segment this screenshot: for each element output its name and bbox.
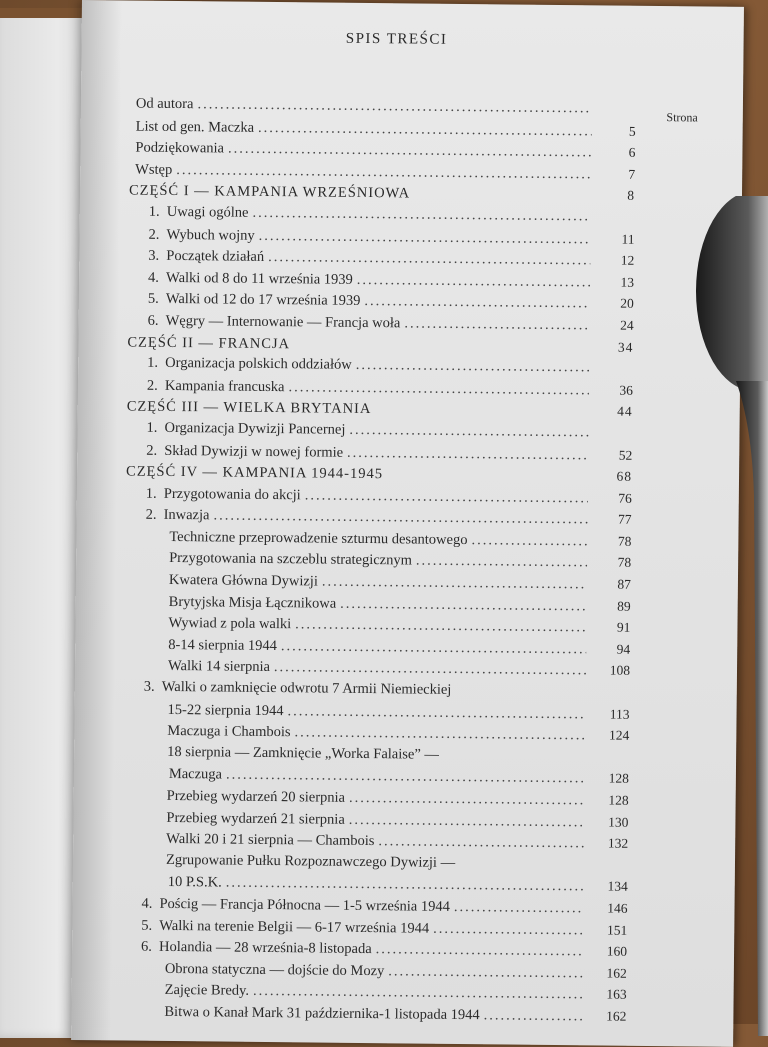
toc-page-number: 94 bbox=[590, 638, 630, 660]
toc-entry-number: 4. bbox=[141, 894, 159, 916]
toc-page-number: 78 bbox=[591, 530, 631, 552]
toc-entry-label: Walki 14 sierpnia bbox=[168, 656, 270, 679]
toc-entry-label: List od gen. Maczka bbox=[136, 116, 255, 139]
dot-leader bbox=[484, 1005, 583, 1028]
toc-entry-label: 18 sierpnia — Zamknięcie „Worka Falaise” — bbox=[167, 742, 439, 766]
dot-leader bbox=[340, 593, 587, 617]
toc-entry-label: Zgrupowanie Pułku Rozpoznawczego Dywizji — bbox=[166, 850, 455, 875]
dot-leader bbox=[349, 420, 588, 444]
toc-entry-label: Maczuga bbox=[169, 764, 222, 786]
dot-leader bbox=[404, 313, 589, 337]
dot-leader bbox=[356, 355, 590, 379]
toc-page-number: 89 bbox=[591, 595, 631, 617]
dot-leader bbox=[364, 291, 590, 315]
dot-leader bbox=[454, 897, 584, 920]
page-column-label: Strona bbox=[666, 110, 697, 125]
toc-page-number: 44 bbox=[593, 401, 633, 423]
toc-page-number: 146 bbox=[587, 897, 627, 919]
toc-page-number: 130 bbox=[588, 811, 628, 833]
toc-page-number: 34 bbox=[593, 336, 633, 358]
dot-leader bbox=[252, 203, 590, 228]
toc-page-number: 108 bbox=[590, 660, 630, 682]
toc-entry-label: Przygotowania na szczeblu strategicznym bbox=[169, 548, 412, 572]
toc-page-number: 52 bbox=[592, 444, 632, 466]
dot-leader bbox=[305, 485, 588, 510]
dot-leader bbox=[388, 961, 583, 985]
dot-leader bbox=[288, 377, 589, 402]
toc-entry-label: Węgry — Internowanie — Francja woła bbox=[166, 311, 401, 335]
toc-page-number: 6 bbox=[595, 142, 635, 164]
toc-entry-label: Organizacja Dywizji Pancernej bbox=[164, 418, 345, 441]
toc-entry-label: Przebieg wydarzeń 20 sierpnia bbox=[167, 786, 346, 809]
toc-entry-number: 2. bbox=[148, 224, 166, 246]
toc-page-number: 160 bbox=[587, 940, 627, 962]
toc-entry-label: Maczuga i Chambois bbox=[167, 721, 290, 744]
toc-entry-label: 10 P.S.K. bbox=[168, 872, 222, 894]
toc-page-number: 12 bbox=[594, 250, 634, 272]
dot-leader bbox=[349, 788, 585, 812]
toc-entry-label: Początek działań bbox=[166, 246, 264, 269]
dot-leader bbox=[471, 530, 587, 553]
toc-entry-label: Walki o zamknięcie odwrotu 7 Armii Niemieckiej bbox=[162, 677, 452, 702]
toc-entry-number: 2. bbox=[147, 375, 165, 397]
dot-leader bbox=[281, 636, 586, 661]
toc-page-number: 124 bbox=[589, 725, 629, 747]
toc-page-number: 5 bbox=[596, 120, 636, 142]
toc-page-number: 162 bbox=[586, 1005, 626, 1027]
toc-entry-number: 1. bbox=[146, 483, 164, 505]
dot-leader bbox=[357, 270, 590, 294]
toc-entry-label: CZĘŚĆ II — FRANCJA bbox=[127, 332, 290, 355]
dot-leader bbox=[287, 701, 585, 726]
toc-entry-number: 1. bbox=[147, 353, 165, 375]
dot-leader bbox=[347, 442, 588, 466]
toc-entry-label: Kwatera Główna Dywizji bbox=[169, 570, 318, 593]
dot-leader bbox=[416, 551, 587, 574]
dot-leader bbox=[322, 572, 587, 596]
toc-page-number: 13 bbox=[594, 271, 634, 293]
toc-entry-label: Brytyjska Misja Łącznikowa bbox=[169, 592, 337, 615]
toc-entry-label: Holandia — 28 września-8 listopada bbox=[159, 937, 372, 961]
book-page bbox=[71, 0, 744, 1047]
toc-entry-number: 1. bbox=[146, 418, 164, 440]
toc-entry-label: Przebieg wydarzeń 21 sierpnia bbox=[166, 808, 345, 831]
toc-page-number: 68 bbox=[592, 465, 632, 487]
toc-entry-label: Obrona statyczna — dojście do Mozy bbox=[165, 959, 385, 983]
toc-title: SPIS TREŚCI bbox=[157, 29, 637, 51]
toc-page-number: 24 bbox=[594, 314, 634, 336]
toc-entry-label: Wstęp bbox=[135, 159, 172, 181]
toc-entry-number: 2. bbox=[146, 440, 164, 462]
toc-page-number: 134 bbox=[588, 876, 628, 898]
toc-page-number: 20 bbox=[594, 293, 634, 315]
toc-page-number: 91 bbox=[590, 617, 630, 639]
toc-entry-label: Kampania francuska bbox=[165, 376, 285, 399]
toc-entry-label: Bitwa o Kanał Mark 31 października-1 listopada 1944 bbox=[164, 1002, 480, 1027]
toc-entry-label: Przygotowania do akcji bbox=[164, 484, 301, 507]
toc-entry-label: Organizacja polskich oddziałów bbox=[165, 353, 352, 377]
toc-page-number: 128 bbox=[589, 768, 629, 790]
dot-leader bbox=[376, 939, 584, 963]
toc-entry-label: Uwagi ogólne bbox=[167, 202, 249, 224]
toc-page-number: 87 bbox=[591, 573, 631, 595]
dot-leader bbox=[459, 867, 584, 868]
toc-entry-label: Inwazja bbox=[163, 505, 209, 527]
toc-entry-label: Od autora bbox=[136, 94, 194, 116]
toc-entry-label: Pościg — Francja Północna — 1-5 września 1944 bbox=[159, 894, 450, 919]
toc-entry-label: Zajęcie Bredy. bbox=[165, 980, 250, 1002]
toc-page-number: 76 bbox=[592, 487, 632, 509]
toc-entry-number: 1. bbox=[149, 202, 167, 224]
dot-leader bbox=[295, 615, 586, 640]
toc-page-number: 162 bbox=[587, 962, 627, 984]
toc-entry-label: 8-14 sierpnia 1944 bbox=[168, 635, 277, 658]
toc-entry-label: Wywiad z pola walki bbox=[168, 613, 291, 636]
spoon-icon bbox=[696, 196, 768, 1036]
toc-entry-number: 6. bbox=[148, 311, 166, 333]
toc-page-number: 113 bbox=[589, 703, 629, 725]
toc-page-number: 11 bbox=[594, 228, 634, 250]
toc-entry-label: CZĘŚĆ I — KAMPANIA WRZEŚNIOWA bbox=[129, 181, 410, 206]
toc-page-number: 77 bbox=[591, 509, 631, 531]
toc-page-number: 36 bbox=[593, 379, 633, 401]
toc-entry-number: 4. bbox=[148, 267, 166, 289]
dot-leader bbox=[197, 94, 592, 120]
toc-entry-label: Podziękowania bbox=[135, 138, 224, 161]
toc-list bbox=[126, 94, 636, 1028]
toc-entry-number: 6. bbox=[141, 937, 159, 959]
toc-page-number: 8 bbox=[595, 185, 635, 207]
toc-entry-label: 15-22 sierpnia 1944 bbox=[167, 700, 283, 723]
toc-entry-label: CZĘŚĆ III — WIELKA BRYTANIA bbox=[127, 397, 372, 421]
toc-entry-number: 3. bbox=[144, 677, 162, 699]
toc-page-number: 151 bbox=[587, 919, 627, 941]
toc-entry-label: Walki od 12 do 17 września 1939 bbox=[166, 289, 361, 313]
dot-leader bbox=[443, 759, 585, 760]
toc-entry-label: Walki od 8 do 11 września 1939 bbox=[166, 268, 353, 292]
toc-entry-number: 5. bbox=[148, 289, 166, 311]
toc-entry-label: Wybuch wojny bbox=[166, 224, 254, 247]
toc-entry-label: Techniczne przeprowadzenie szturmu desantowego bbox=[169, 527, 467, 552]
toc-entry-label: Skład Dywizji w nowej formie bbox=[164, 440, 343, 463]
dot-leader bbox=[433, 918, 583, 941]
toc-page-number: 163 bbox=[587, 984, 627, 1006]
toc-entry-label: CZĘŚĆ IV — KAMPANIA 1944-1945 bbox=[126, 462, 383, 486]
toc-entry-label: Walki na terenie Belgii — 6-17 września 1944 bbox=[159, 915, 429, 939]
dot-leader bbox=[455, 694, 585, 695]
toc-page-number: 78 bbox=[591, 552, 631, 574]
toc-content bbox=[126, 29, 636, 1028]
toc-page-number: 128 bbox=[589, 789, 629, 811]
toc-page-number: 132 bbox=[588, 833, 628, 855]
dot-leader bbox=[349, 809, 585, 833]
toc-entry-label: Walki 20 i 21 sierpnia — Chambois bbox=[166, 829, 374, 853]
toc-page-number: 7 bbox=[595, 163, 635, 185]
toc-entry-number: 3. bbox=[148, 246, 166, 268]
toc-entry-number: 5. bbox=[141, 915, 159, 937]
toc-entry-number: 2. bbox=[145, 505, 163, 527]
